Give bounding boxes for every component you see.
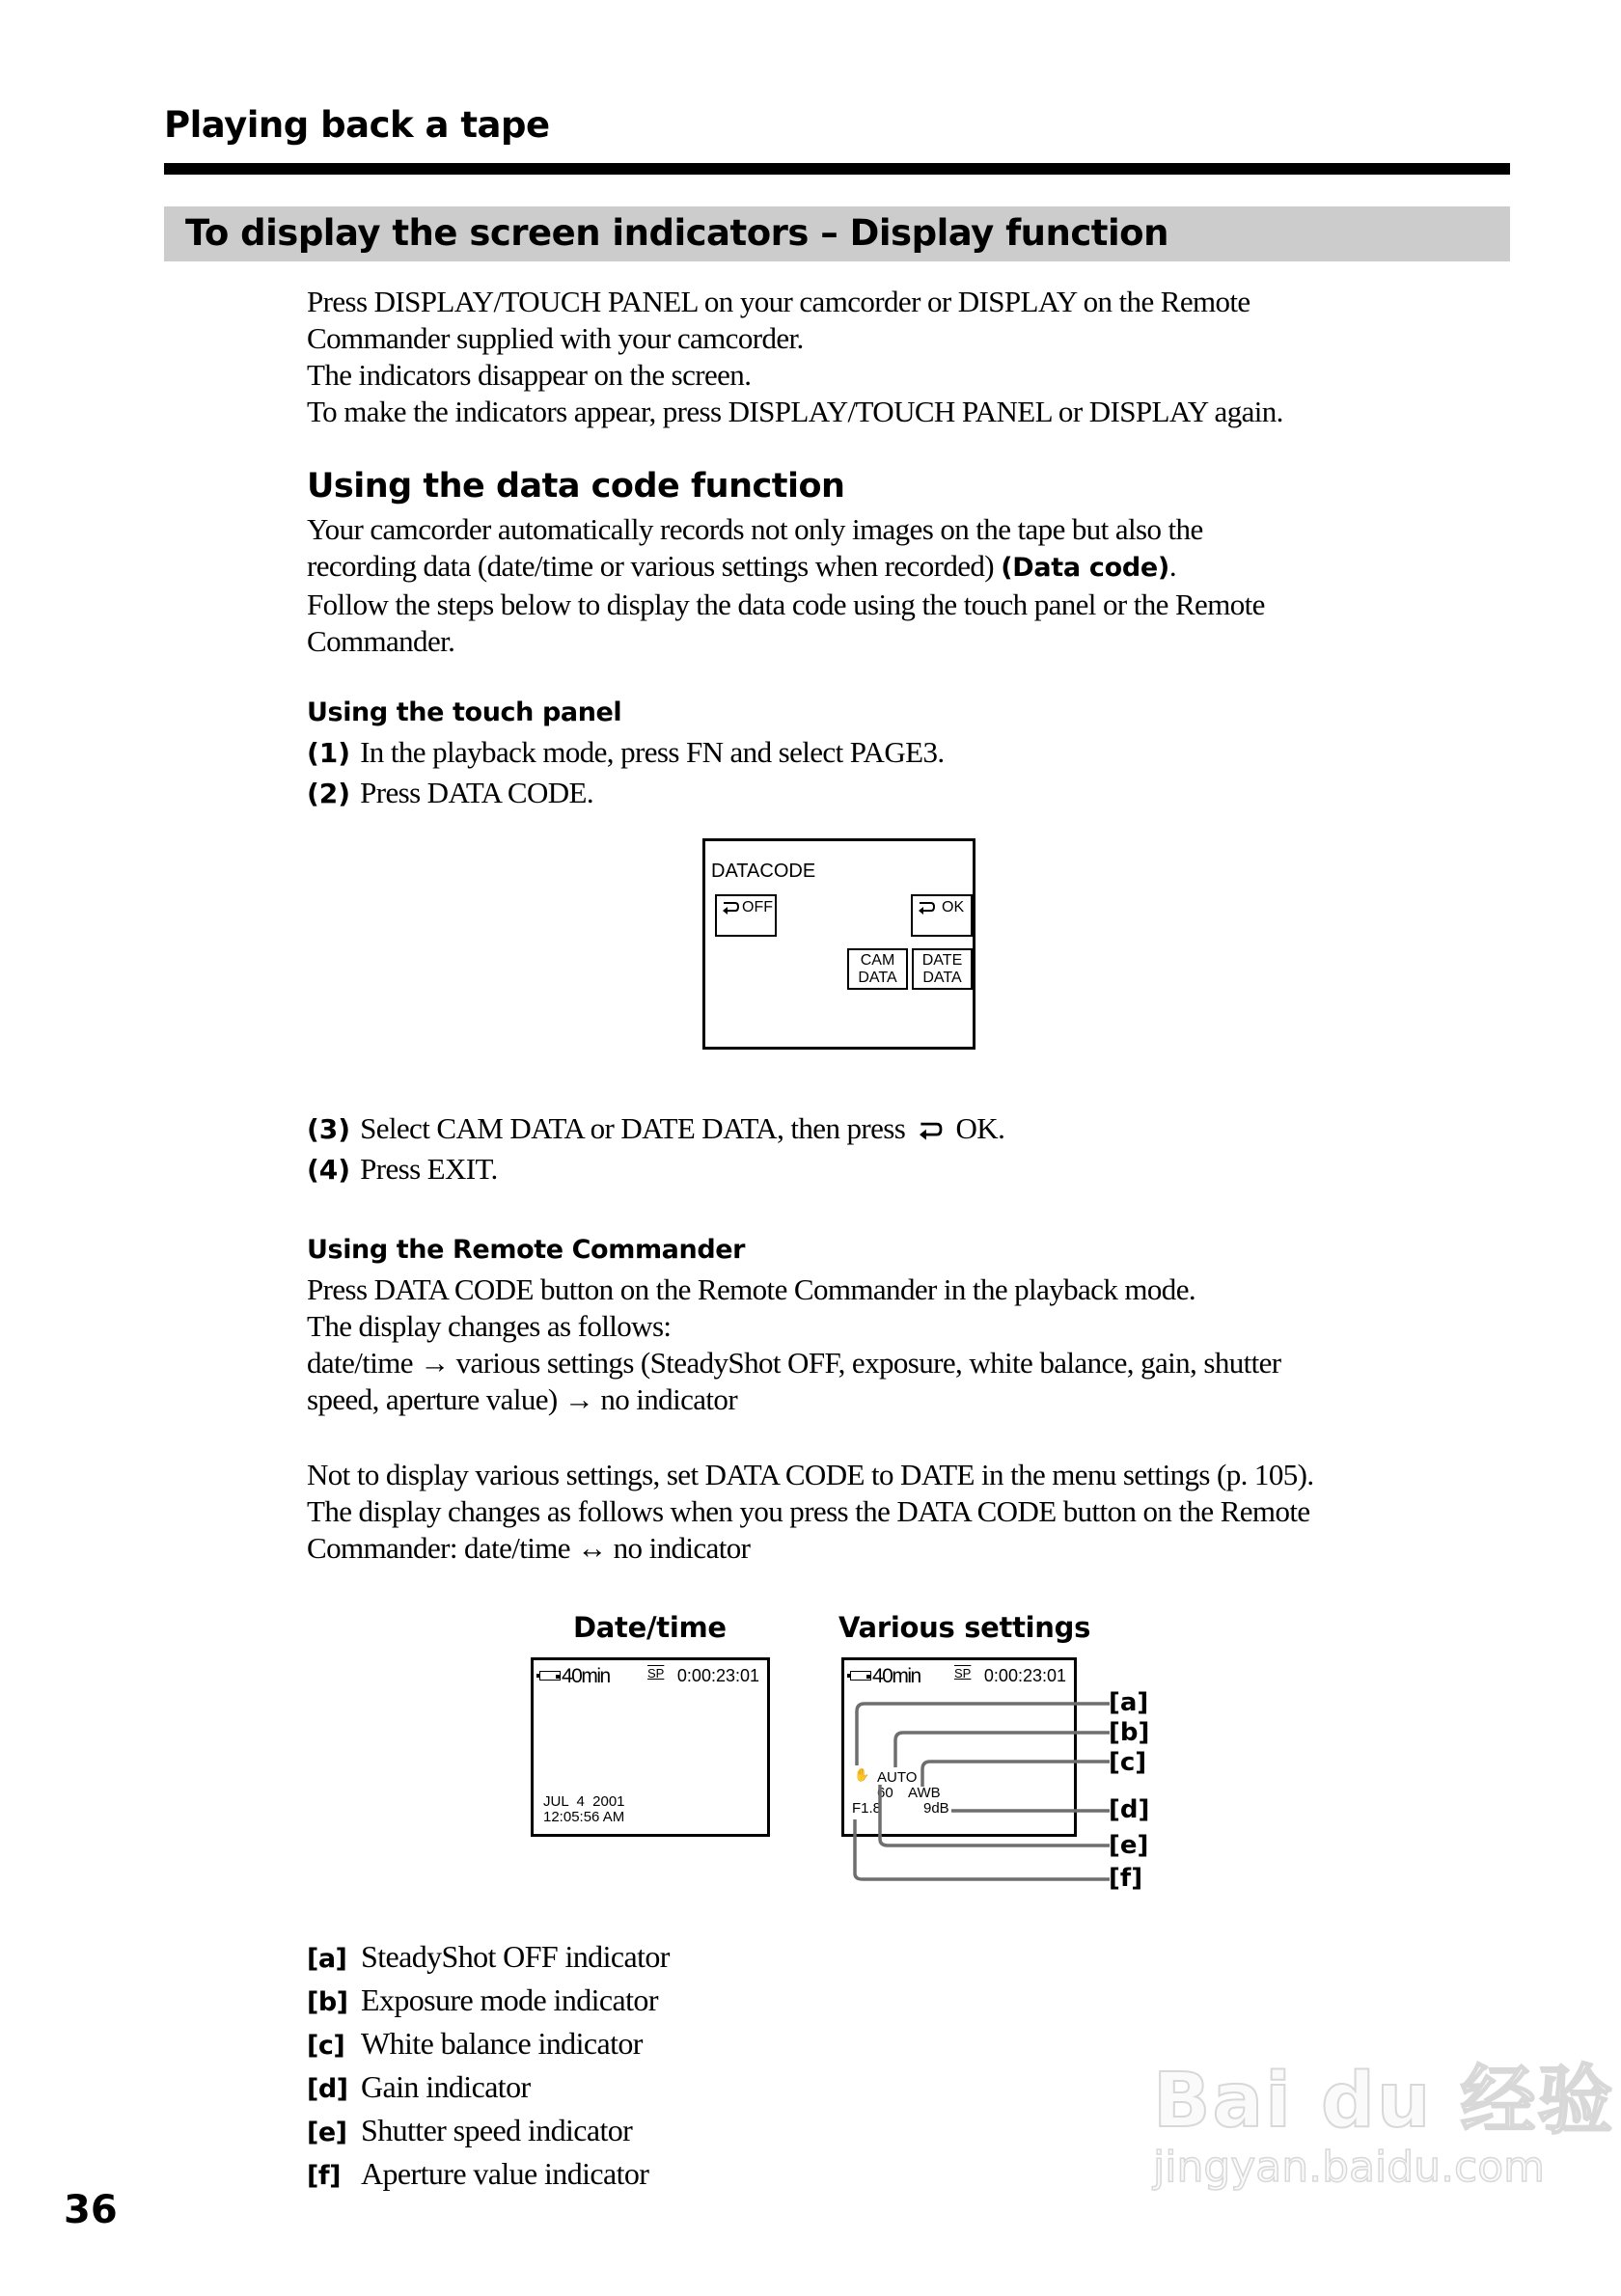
data-code-term: (Data code): [1001, 553, 1169, 583]
return-ok-button[interactable]: [911, 894, 973, 937]
cam-data-label: DATA: [858, 970, 897, 986]
data-code-paragraph: [307, 511, 1265, 660]
remote-note: [307, 1457, 1314, 1567]
step-number: (4): [307, 1154, 351, 1186]
date-data-label: DATE: [921, 952, 963, 969]
datacode-panel: [702, 838, 975, 1050]
legend-item: [307, 2066, 670, 2110]
remote-heading: Using the Remote Commander: [307, 1235, 746, 1265]
legend-key: [e]: [307, 2118, 347, 2147]
indicator-legend: [307, 1936, 670, 2197]
callout-leaders: [830, 1640, 1119, 1900]
remote-line: Press DATA CODE button on the Remote Commander in the playback mode.: [307, 1272, 1196, 1306]
intro-line: The indicators disappear on the screen.: [307, 358, 752, 392]
section-header: Playing back a tape: [164, 104, 550, 146]
legend-item: [307, 2153, 670, 2197]
battery-icon: [539, 1671, 561, 1681]
watermark-url: jingyan.baidu.com: [1153, 2143, 1546, 2192]
date-data-label: DATA: [922, 970, 962, 986]
datetime-screen: [531, 1657, 770, 1837]
legend-text: Gain indicator: [361, 2069, 531, 2104]
step-4: [307, 1152, 498, 1187]
step-1: [307, 735, 945, 770]
intro-paragraph: [307, 284, 1283, 430]
step-number: (3): [307, 1113, 351, 1145]
intro-line: To make the indicators appear, press DISPLAY/TOUCH PANEL or DISPLAY again.: [307, 395, 1283, 428]
date-data-button[interactable]: [912, 948, 973, 990]
hand-icon: ✋: [854, 1767, 870, 1782]
step-text: OK.: [948, 1111, 1005, 1145]
return-icon: [917, 900, 936, 916]
legend-item: [307, 1980, 670, 2023]
legend-key: [d]: [307, 2074, 348, 2104]
page-title: To display the screen indicators – Display function: [185, 212, 1168, 254]
step-text: Select CAM DATA or DATE DATA, then press: [360, 1111, 913, 1145]
status-row: [539, 1666, 761, 1689]
intro-line: Press DISPLAY/TOUCH PANEL on your camcorder or DISPLAY on the Remote: [307, 285, 1250, 318]
legend-key: [f]: [307, 2161, 341, 2191]
shutter-speed: 60: [877, 1785, 893, 1801]
timecode: 0:00:23:01: [983, 1666, 1066, 1685]
title-band: [164, 206, 1510, 261]
intro-line: Commander supplied with your camcorder.: [307, 321, 804, 355]
legend-text: White balance indicator: [361, 2026, 643, 2061]
step-number: (1): [307, 737, 351, 769]
callout-e: [e]: [1109, 1831, 1149, 1860]
osd-date: JUL 4 2001: [543, 1793, 625, 1810]
remote-paragraph: [307, 1271, 1281, 1418]
step-3: [307, 1111, 1004, 1146]
baidu-watermark: [1153, 2040, 1615, 2192]
step-text: Press EXIT.: [360, 1152, 498, 1186]
text: recording data (date/time or various settings when recorded): [307, 549, 1002, 583]
touch-panel-heading: Using the touch panel: [307, 697, 622, 727]
off-label: OFF: [742, 899, 773, 916]
text: .: [1168, 549, 1177, 583]
tape-speed: SP: [647, 1666, 665, 1681]
remote-line: date/time → various settings (SteadyShot OFF, exposure, white balance, gain, shutter: [307, 1346, 1281, 1380]
note-line: The display changes as follows when you press the DATA CODE button on the Remote: [307, 1494, 1310, 1528]
data-code-line: Follow the steps below to display the data code using the touch panel or the Remote: [307, 588, 1265, 621]
remote-line: The display changes as follows:: [307, 1309, 672, 1343]
legend-text: SteadyShot OFF indicator: [361, 1939, 670, 1974]
cam-data-button[interactable]: [847, 948, 908, 990]
page-number: 36: [64, 2188, 118, 2232]
battery-remaining: 40min: [562, 1665, 610, 1687]
ok-label: OK: [942, 899, 965, 916]
legend-item: [307, 2023, 670, 2066]
datacode-title: DATACODE: [711, 861, 816, 882]
callout-a: [a]: [1109, 1688, 1149, 1717]
legend-key: [a]: [307, 1944, 347, 1974]
battery-remaining: 40min: [872, 1665, 920, 1687]
callout-b: [b]: [1109, 1718, 1150, 1747]
legend-key: [b]: [307, 1987, 348, 2017]
legend-item: [307, 1936, 670, 1980]
callout-f: [f]: [1109, 1864, 1143, 1893]
tape-speed: SP: [954, 1666, 972, 1681]
legend-text: Shutter speed indicator: [361, 2113, 633, 2147]
step-text: In the playback mode, press FN and select PAGE3.: [360, 735, 945, 769]
callout-c: [c]: [1109, 1748, 1147, 1777]
data-code-line: Commander.: [307, 624, 455, 658]
osd-time: 12:05:56 AM: [543, 1809, 625, 1825]
cam-data-label: CAM: [860, 952, 895, 969]
header-rule: [164, 163, 1510, 175]
legend-text: Exposure mode indicator: [361, 1982, 658, 2017]
return-off-button[interactable]: [715, 894, 777, 937]
return-icon: [721, 900, 740, 916]
return-icon: [916, 1120, 945, 1141]
aperture: F1.8: [852, 1800, 882, 1817]
exposure-mode: AUTO: [877, 1769, 918, 1786]
data-code-line: [307, 548, 1265, 587]
note-line: Not to display various settings, set DATA CODE to DATE in the menu settings (p. 105).: [307, 1458, 1314, 1491]
legend-key: [c]: [307, 2031, 345, 2061]
datetime-label: Date/time: [573, 1611, 727, 1644]
timecode: 0:00:23:01: [676, 1666, 759, 1685]
data-code-line: Your camcorder automatically records not only images on the tape but also the: [307, 512, 1203, 546]
gain: 9dB: [923, 1800, 949, 1817]
various-label: Various settings: [838, 1611, 1091, 1644]
data-code-heading: Using the data code function: [307, 467, 845, 506]
callout-d: [d]: [1109, 1795, 1150, 1824]
step-2: [307, 776, 593, 810]
legend-item: [307, 2110, 670, 2153]
note-line: Commander: date/time ↔ no indicator: [307, 1531, 751, 1565]
remote-line: speed, aperture value) → no indicator: [307, 1382, 738, 1416]
step-number: (2): [307, 778, 351, 809]
watermark-logo: Bai du 经验: [1153, 2058, 1615, 2145]
step-text: Press DATA CODE.: [360, 776, 594, 809]
white-balance: AWB: [908, 1785, 941, 1801]
legend-text: Aperture value indicator: [361, 2156, 649, 2191]
